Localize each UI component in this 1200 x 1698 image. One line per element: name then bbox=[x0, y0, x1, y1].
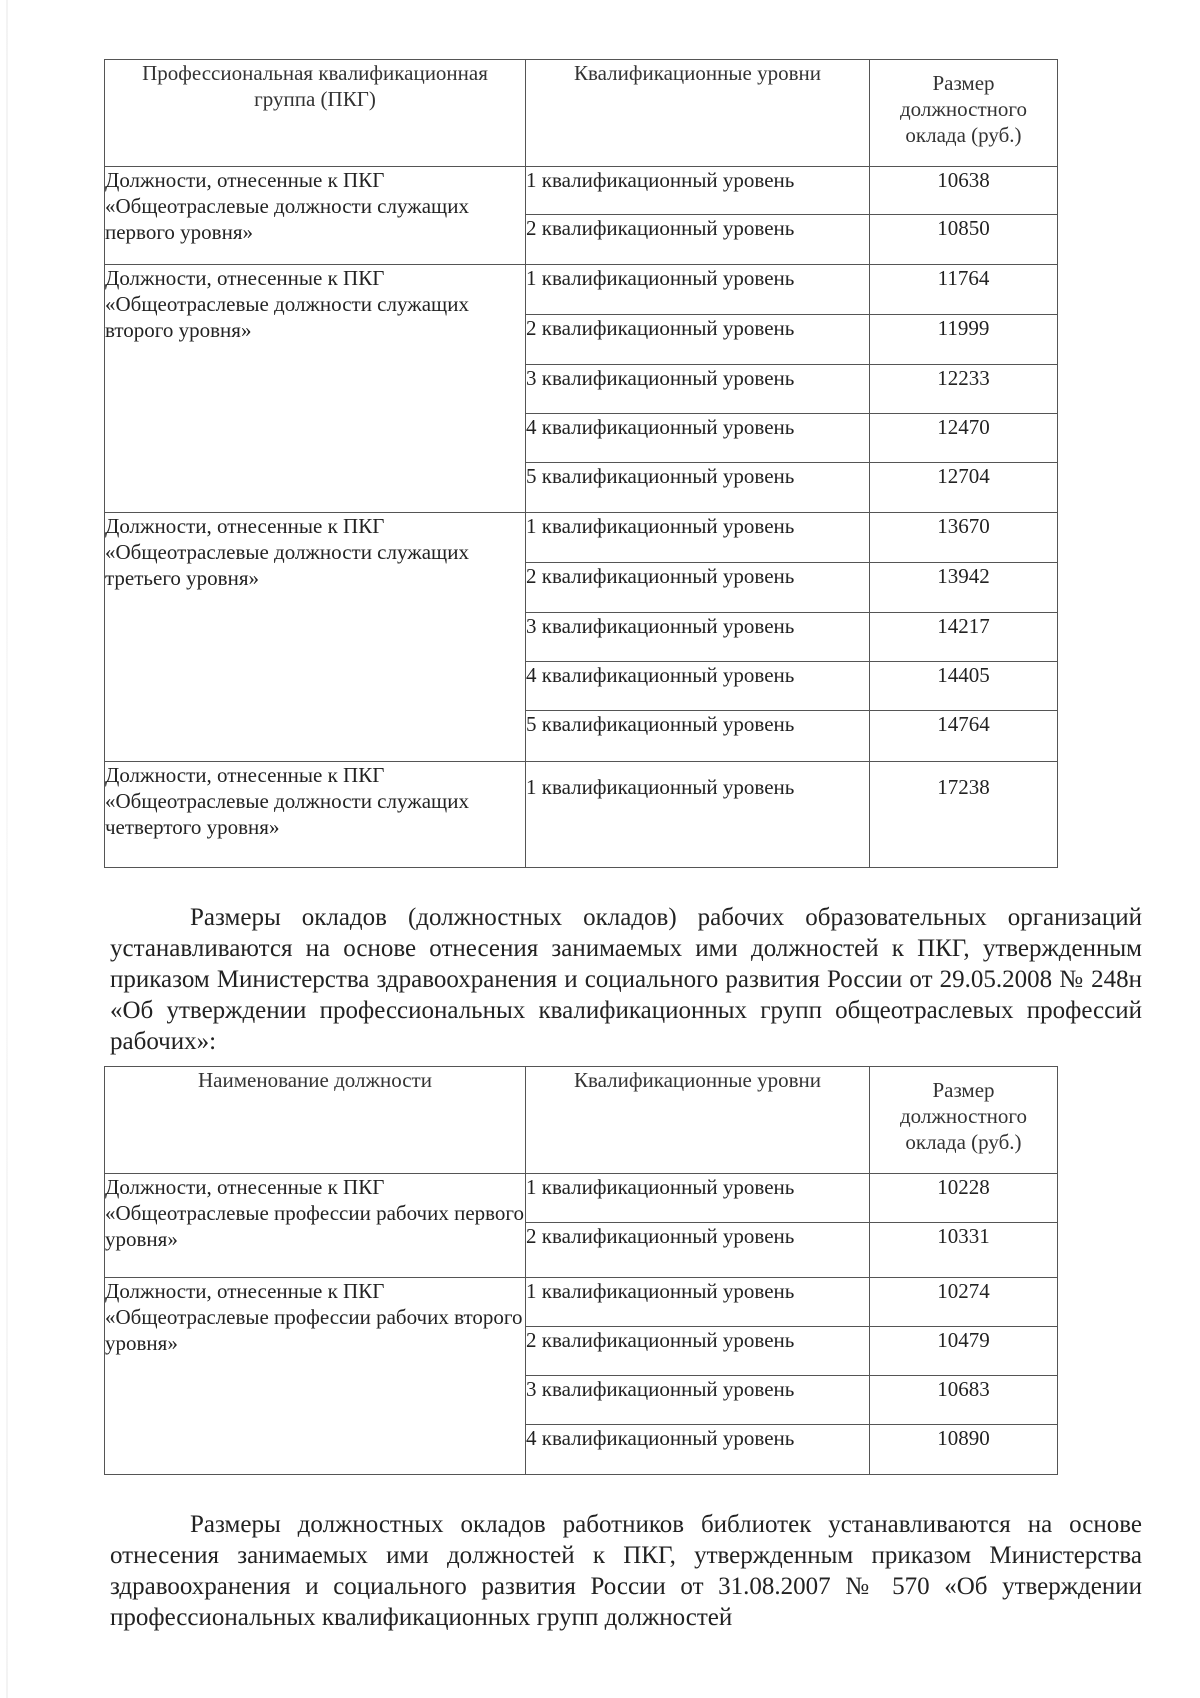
table-header-row bbox=[105, 60, 1058, 167]
group-name: Должности, отнесенные к ПКГ «Общеотраслевые должности служащих четвертого уровня» bbox=[105, 762, 526, 868]
level-cell: 1 квалификационный уровень bbox=[526, 167, 870, 215]
scan-edge-shadow bbox=[6, 0, 8, 1698]
table-row bbox=[105, 167, 1058, 215]
salary-table-employees bbox=[104, 59, 1058, 868]
paragraph-text: Размеры окладов (должностных окладов) рабочих образовательных организаций устанавливаются на основе отнесения занимаемых ими должностей к ПКГ, утвержденным приказом Министерства здравоохранения и социального развития России от 29.05.2008 № 248н «Об утверждении профессиональных квалификационных групп общеотраслевых профессий рабочих»: bbox=[110, 904, 1142, 1055]
salary-cell: 10228 bbox=[870, 1174, 1058, 1223]
level-cell: 2 квалификационный уровень bbox=[526, 563, 870, 613]
group-name: Должности, отнесенные к ПКГ «Общеотраслевые должности служащих второго уровня» bbox=[105, 265, 526, 513]
header-levels: Квалификационные уровни bbox=[526, 60, 870, 167]
header-position: Наименование должности bbox=[105, 1067, 526, 1174]
paragraph-workers bbox=[110, 902, 1142, 1057]
level-cell: 2 квалификационный уровень bbox=[526, 315, 870, 365]
salary-cell: 10850 bbox=[870, 215, 1058, 265]
level-cell: 3 квалификационный уровень bbox=[526, 1376, 870, 1425]
salary-cell: 10638 bbox=[870, 167, 1058, 215]
salary-cell: 10479 bbox=[870, 1327, 1058, 1376]
header-salary: Размер должностного оклада (руб.) bbox=[870, 60, 1058, 167]
header-group: Профессиональная квалификационная группа (ПКГ) bbox=[105, 60, 526, 167]
level-cell: 4 квалификационный уровень bbox=[526, 662, 870, 711]
paragraph-libraries bbox=[110, 1509, 1142, 1633]
salary-cell: 14405 bbox=[870, 662, 1058, 711]
level-cell: 1 квалификационный уровень bbox=[526, 1278, 870, 1327]
salary-cell: 13670 bbox=[870, 513, 1058, 563]
salary-table-workers bbox=[104, 1066, 1058, 1475]
group-name: Должности, отнесенные к ПКГ «Общеотраслевые профессии рабочих второго уровня» bbox=[105, 1278, 526, 1475]
table-row bbox=[105, 1174, 1058, 1223]
salary-cell: 17238 bbox=[870, 762, 1058, 868]
header-salary: Размер должностного оклада (руб.) bbox=[870, 1067, 1058, 1174]
level-cell: 5 квалификационный уровень bbox=[526, 463, 870, 513]
table-row bbox=[105, 762, 1058, 868]
salary-cell: 13942 bbox=[870, 563, 1058, 613]
table-row bbox=[105, 1278, 1058, 1327]
group-name: Должности, отнесенные к ПКГ «Общеотраслевые должности служащих первого уровня» bbox=[105, 167, 526, 265]
table-header-row bbox=[105, 1067, 1058, 1174]
level-cell: 3 квалификационный уровень bbox=[526, 365, 870, 414]
group-name: Должности, отнесенные к ПКГ «Общеотраслевые профессии рабочих первого уровня» bbox=[105, 1174, 526, 1278]
salary-cell: 10331 bbox=[870, 1223, 1058, 1278]
level-cell: 1 квалификационный уровень bbox=[526, 762, 870, 868]
table-row bbox=[105, 513, 1058, 563]
level-cell: 2 квалификационный уровень bbox=[526, 1223, 870, 1278]
salary-cell: 10683 bbox=[870, 1376, 1058, 1425]
salary-cell: 12704 bbox=[870, 463, 1058, 513]
salary-cell: 14217 bbox=[870, 613, 1058, 662]
salary-cell: 14764 bbox=[870, 711, 1058, 762]
salary-cell: 12233 bbox=[870, 365, 1058, 414]
level-cell: 5 квалификационный уровень bbox=[526, 711, 870, 762]
salary-cell: 11999 bbox=[870, 315, 1058, 365]
level-cell: 2 квалификационный уровень bbox=[526, 1327, 870, 1376]
paragraph-text: Размеры должностных окладов работников библиотек устанавливаются на основе отнесения занимаемых ими должностей к ПКГ, утвержденным приказом Министерства здравоохранения и социального развития России от 31.08.2007 № 570 «Об утверждении профессиональных квалификационных групп должностей bbox=[110, 1511, 1142, 1631]
level-cell: 2 квалификационный уровень bbox=[526, 215, 870, 265]
level-cell: 1 квалификационный уровень bbox=[526, 265, 870, 315]
salary-cell: 12470 bbox=[870, 414, 1058, 463]
header-levels: Квалификационные уровни bbox=[526, 1067, 870, 1174]
level-cell: 1 квалификационный уровень bbox=[526, 1174, 870, 1223]
level-cell: 3 квалификационный уровень bbox=[526, 613, 870, 662]
table-row bbox=[105, 265, 1058, 315]
salary-cell: 10890 bbox=[870, 1425, 1058, 1475]
group-name: Должности, отнесенные к ПКГ «Общеотраслевые должности служащих третьего уровня» bbox=[105, 513, 526, 762]
salary-cell: 10274 bbox=[870, 1278, 1058, 1327]
level-cell: 1 квалификационный уровень bbox=[526, 513, 870, 563]
salary-cell: 11764 bbox=[870, 265, 1058, 315]
level-cell: 4 квалификационный уровень bbox=[526, 414, 870, 463]
level-cell: 4 квалификационный уровень bbox=[526, 1425, 870, 1475]
